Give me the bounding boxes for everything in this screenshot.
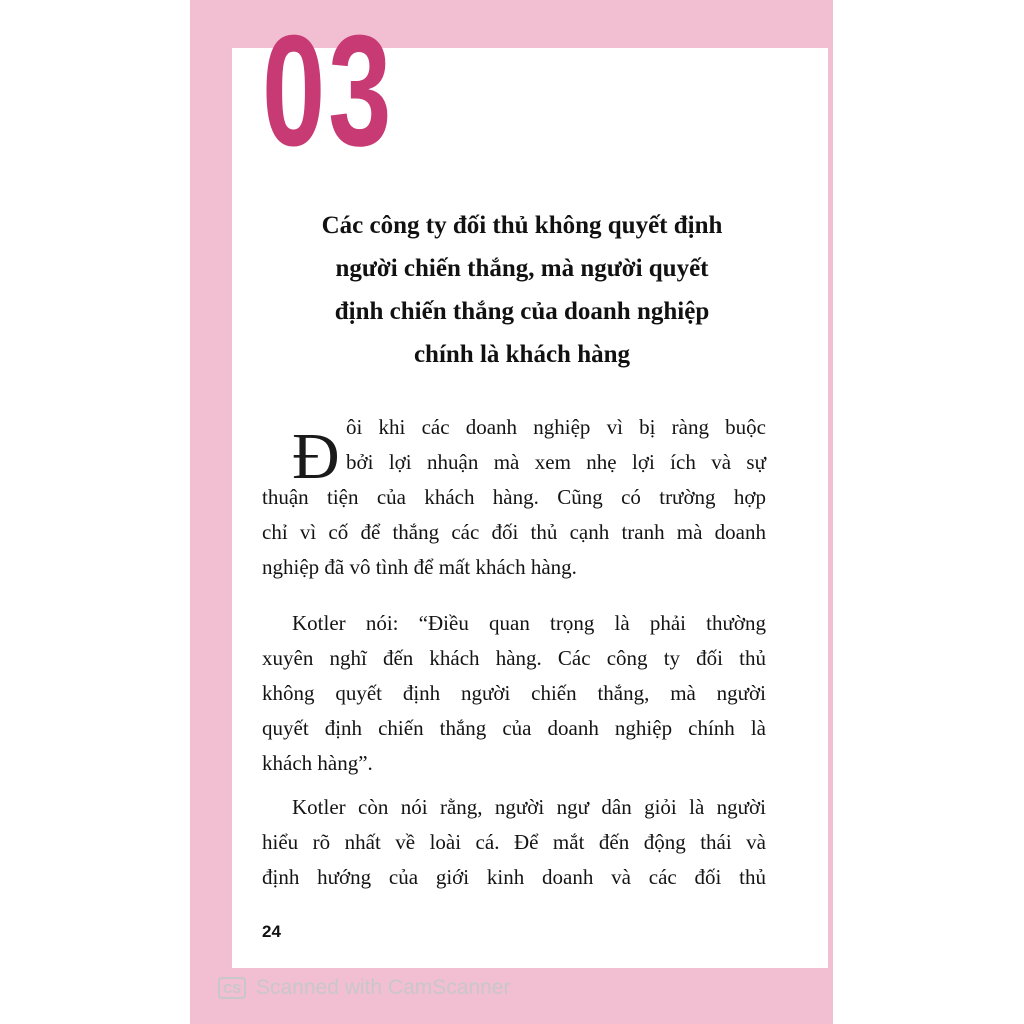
text-line: định hướng của giới kinh doanh và các đối thủ: [262, 865, 766, 889]
text-line: Kotler còn nói rằng, người ngư dân giỏi là người: [292, 795, 766, 819]
text-line: nghiệp đã vô tình để mất khách hàng.: [262, 555, 577, 579]
text-line: quyết định chiến thắng của doanh nghiệp chính là: [262, 716, 766, 740]
title-line: người chiến thắng, mà người quyết: [335, 255, 709, 282]
paragraph-2: [262, 606, 766, 781]
text-line: chỉ vì cố để thắng các đối thủ cạnh tranh mà doanh: [262, 520, 766, 544]
text-line: xuyên nghĩ đến khách hàng. Các công ty đối thủ: [262, 646, 766, 670]
paragraph-3: [262, 790, 766, 895]
section-title: [262, 204, 782, 376]
watermark-text: Scanned with CamScanner: [256, 976, 511, 999]
camscanner-logo-icon: CS: [218, 977, 246, 999]
page-number: 24: [262, 922, 281, 941]
text-line: hiểu rõ nhất về loài cá. Để mắt đến động thái và: [262, 830, 766, 854]
text-line: khách hàng”.: [262, 751, 373, 775]
title-line: định chiến thắng của doanh nghiệp: [334, 298, 710, 325]
text-line: thuận tiện của khách hàng. Cũng có trường hợp: [262, 485, 766, 509]
text-line: ôi khi các doanh nghiệp vì bị ràng buộc: [346, 415, 766, 439]
title-line: Các công ty đối thủ không quyết định: [321, 212, 723, 239]
scanner-watermark: [218, 976, 510, 1000]
text-line: không quyết định người chiến thắng, mà người: [262, 681, 766, 705]
text-line: bởi lợi nhuận mà xem nhẹ lợi ích và sự: [346, 450, 766, 474]
chapter-number: 03: [262, 3, 395, 179]
drop-cap-letter: Đ: [292, 420, 340, 493]
text-line: Kotler nói: “Điều quan trọng là phải thường: [292, 611, 766, 635]
paragraph-1: [262, 410, 766, 585]
title-line: chính là khách hàng: [413, 341, 631, 368]
